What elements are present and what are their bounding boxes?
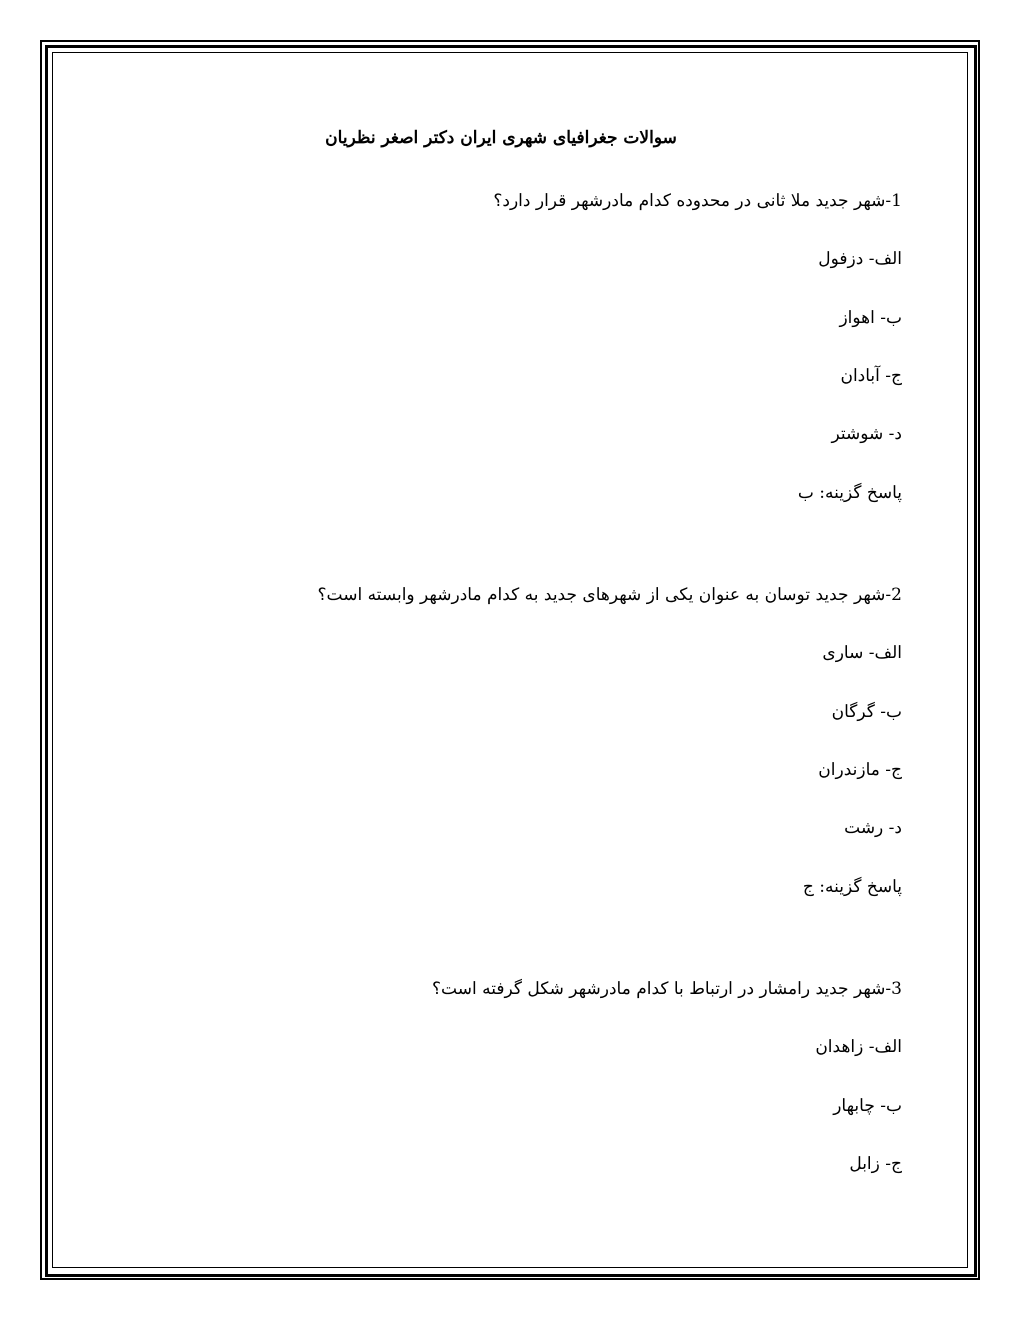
question-3-option-a: الف- زاهدان <box>815 1037 902 1057</box>
question-1-option-b: ب- اهواز <box>839 308 902 328</box>
question-1-option-c: ج- آبادان <box>840 366 902 386</box>
question-2-option-a: الف- ساری <box>822 643 902 663</box>
question-3-option-c: ج- زابل <box>849 1154 902 1174</box>
question-3-option-b: ب- چابهار <box>833 1096 902 1116</box>
question-1-answer: پاسخ گزینه: ب <box>797 483 902 503</box>
question-1-text: 1-شهر جدید ملا ثانی در محدوده کدام مادرشهر قرار دارد؟ <box>493 191 902 211</box>
question-3-text: 3-شهر جدید رامشار در ارتباط با کدام مادرشهر شکل گرفته است؟ <box>432 979 902 999</box>
question-2-option-d: د- رشت <box>844 818 902 838</box>
page-title: سوالات جغرافیای شهری ایران دکتر اصغر نظریان <box>325 128 677 148</box>
document-content <box>100 0 902 1320</box>
question-2-option-c: ج- مازندران <box>818 760 902 780</box>
question-2-text: 2-شهر جدید توسان به عنوان یکی از شهرهای جدید به کدام مادرشهر وابسته است؟ <box>317 585 902 605</box>
question-1-option-a: الف- دزفول <box>818 249 902 269</box>
question-1-option-d: د- شوشتر <box>831 424 902 444</box>
question-2-answer: پاسخ گزینه: ج <box>802 877 902 897</box>
question-2-option-b: ب- گرگان <box>831 702 902 722</box>
